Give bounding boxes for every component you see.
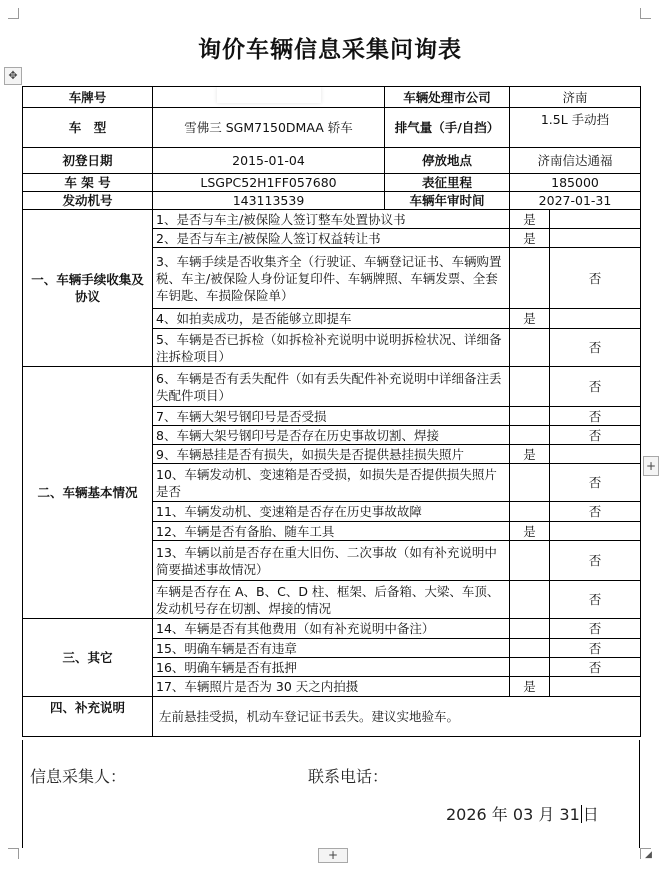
answer-no [550,309,641,329]
answer-yes: 是 [510,445,550,464]
parking-label: 停放地点 [385,148,510,174]
question-row: 7、车辆大架号钢印号是否受损 [153,407,510,426]
reg-date-label: 初登日期 [23,148,153,174]
question-row: 1、是否与车主/被保险人签订整车处置协议书 [153,210,510,229]
engine-value: 143113539 [153,192,385,210]
add-column-button[interactable]: + [643,456,659,476]
mileage-value: 185000 [510,174,641,192]
question-row: 11、车辆发动机、变速箱是否存在历史事故故障 [153,502,510,522]
answer-no: 否 [550,502,641,522]
engine-label: 发动机号 [23,192,153,210]
question-row: 12、车辆是否有备胎、随车工具 [153,522,510,541]
plate-label: 车牌号 [23,87,153,108]
section-2-header: 二、车辆基本情况 [23,367,153,619]
answer-no: 否 [550,464,641,502]
question-row: 5、车辆是否已拆检（如拆检补充说明中说明拆检状况、详细备注拆检项目） [153,329,510,367]
supplement-text[interactable]: 左前悬挂受损，机动车登记证书丢失。建议实地验车。 [153,697,641,737]
table-resize-handle-icon[interactable]: ◢ [645,850,652,860]
answer-yes: 是 [510,677,550,697]
city-value: 济南 [510,87,641,108]
section-4-header: 四、补充说明 [23,697,153,737]
reg-date-value: 2015-01-04 [153,148,385,174]
answer-yes [510,367,550,407]
answer-yes [510,658,550,677]
question-row: 3、车辆手续是否收集齐全（行驶证、车辆登记证书、车辆购置税、车主/被保险人身份证复印件、车辆牌照、车辆发票、全套车钥匙、车损险保险单） [153,248,510,309]
answer-yes [510,619,550,639]
answer-yes [510,639,550,658]
collector-label: 信息采集人： [30,767,127,786]
answer-yes: 是 [510,210,550,229]
answer-yes [510,248,550,309]
question-row: 4、如拍卖成功，是否能够立即提车 [153,309,510,329]
answer-no: 否 [550,248,641,309]
contact-label: 联系电话： [308,767,389,786]
answer-no [550,445,641,464]
vin-label: 车 架 号 [23,174,153,192]
answer-no [550,522,641,541]
page-corner-mark [640,8,651,19]
inquiry-table [22,86,641,737]
question-row: 10、车辆发动机、变速箱是否受损，如损失是否提供损失照片是否 [153,464,510,502]
add-row-button[interactable]: + [318,848,348,863]
question-row: 15、明确车辆是否有违章 [153,639,510,658]
answer-no [550,229,641,248]
answer-no: 否 [550,367,641,407]
displacement-label: 排气量（手/自挡） [385,108,510,148]
question-row: 9、车辆悬挂是否有损失，如损失是否提供悬挂损失照片 [153,445,510,464]
vin-value: LSGPC52H1FF057680 [153,174,385,192]
question-row: 14、车辆是否有其他费用（如有补充说明中备注） [153,619,510,639]
date-line[interactable] [446,802,599,825]
answer-no: 否 [550,329,641,367]
page-corner-mark [8,8,19,19]
question-row: 2、是否与车主/被保险人签订权益转让书 [153,229,510,248]
answer-no [550,210,641,229]
answer-yes [510,581,550,619]
page-title: 询价车辆信息采集问询表 [198,37,462,63]
inspection-value: 2027-01-31 [510,192,641,210]
answer-no: 否 [550,619,641,639]
answer-yes [510,464,550,502]
answer-yes [510,502,550,522]
mileage-label: 表征里程 [385,174,510,192]
answer-yes [510,426,550,445]
answer-yes: 是 [510,309,550,329]
answer-no: 否 [550,639,641,658]
answer-no [550,677,641,697]
answer-yes [510,541,550,581]
question-row: 17、车辆照片是否为 30 天之内拍摄 [153,677,510,697]
answer-no: 否 [550,541,641,581]
city-label: 车辆处理市公司 [385,87,510,108]
answer-no: 否 [550,407,641,426]
date-text: 2026 年 03 月 31 [446,805,580,824]
model-label: 车 型 [23,108,153,148]
section-3-header: 三、其它 [23,619,153,697]
answer-no: 否 [550,426,641,445]
answer-yes: 是 [510,522,550,541]
question-row: 13、车辆以前是否存在重大旧伤、二次事故（如有补充说明中简要描述事故情况） [153,541,510,581]
signature-area [22,740,640,848]
answer-yes: 是 [510,229,550,248]
answer-no: 否 [550,658,641,677]
model-value: 雪佛三 SGM7150DMAA 轿车 [153,108,385,148]
question-row: 车辆是否存在 A、B、C、D 柱、框架、后备箱、大梁、车顶、发动机号存在切割、焊接的情况 [153,581,510,619]
table-move-handle-icon[interactable]: ✥ [4,67,22,85]
question-row: 6、车辆是否有丢失配件（如有丢失配件补充说明中详细备注丢失配件项目） [153,367,510,407]
answer-yes [510,407,550,426]
parking-value: 济南信达通福 [510,148,641,174]
question-row: 16、明确车辆是否有抵押 [153,658,510,677]
inspection-label: 车辆年审时间 [385,192,510,210]
section-1-header: 一、车辆手续收集及协议 [23,210,153,367]
answer-yes [510,329,550,367]
answer-no: 否 [550,581,641,619]
plate-redaction [217,87,321,103]
date-suffix: 日 [582,805,599,824]
displacement-value: 1.5L 手动挡 [510,108,641,148]
plate-value [153,87,385,108]
page-corner-mark [8,848,19,859]
question-row: 8、车辆大架号钢印号是否存在历史事故切割、焊接 [153,426,510,445]
text-cursor [581,805,582,823]
